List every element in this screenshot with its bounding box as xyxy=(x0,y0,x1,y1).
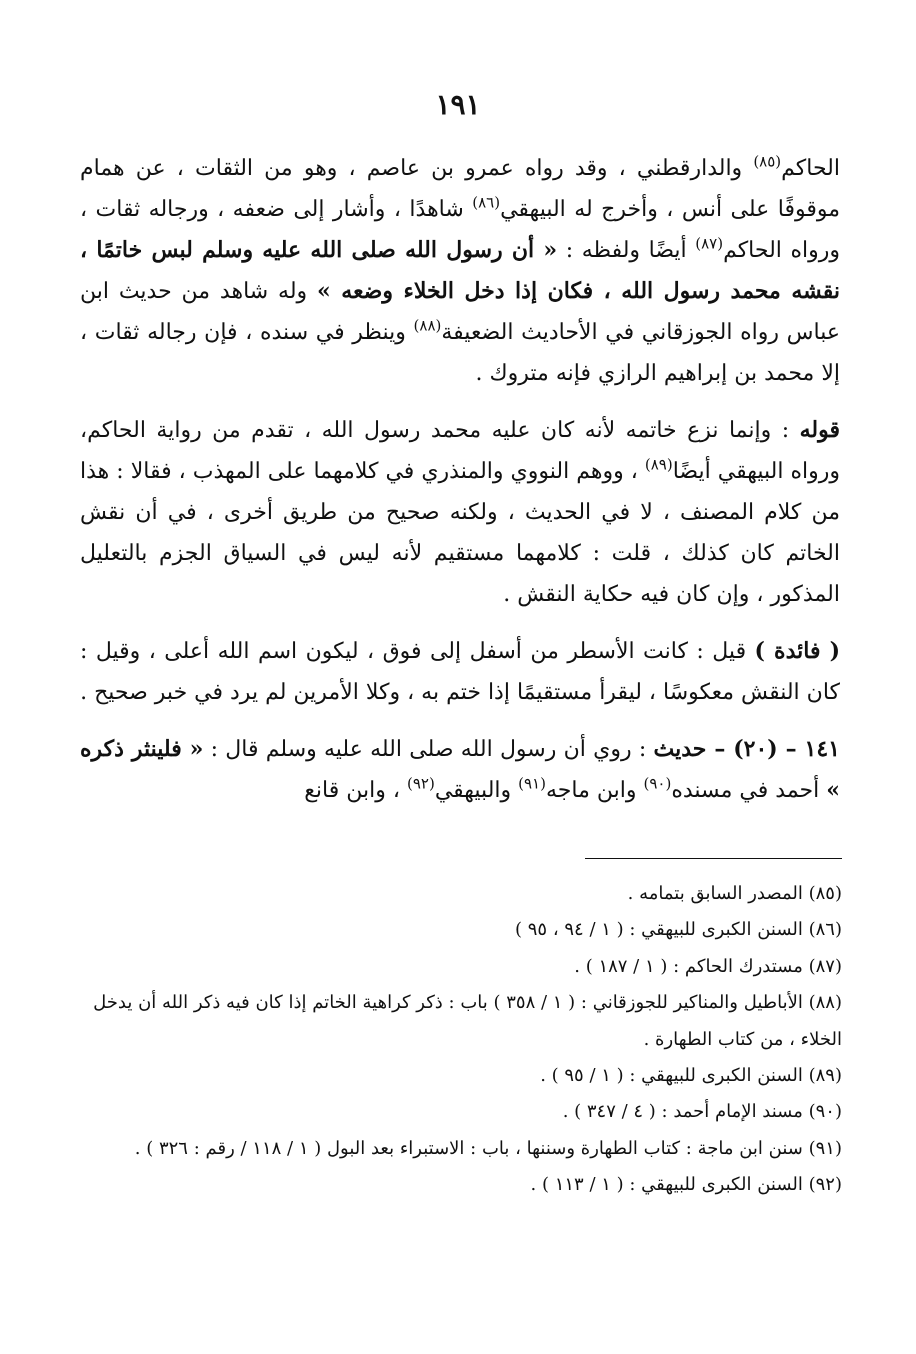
footnote-ref: (٨٩) xyxy=(644,455,673,474)
footnote-text: السنن الكبرى للبيهقي : ( ١ / ٩٥ ) . xyxy=(540,1065,809,1087)
text-run: أيضًا ولفظه : xyxy=(557,238,696,263)
text-run: الحاكم xyxy=(781,156,840,181)
footnote-text: مسند الإمام أحمد : ( ٤ / ٣٤٧ ) . xyxy=(562,1101,809,1123)
footnote-ref: (٨٧) xyxy=(695,234,724,253)
footnote-87 xyxy=(80,949,842,985)
footnote-number: (٩٠) xyxy=(808,1101,842,1123)
hadith-heading: ١٤١ – (٢٠) – حديث xyxy=(653,736,840,762)
page-number: ١٩١ xyxy=(435,88,481,121)
footnote-ref: (٩١) xyxy=(518,774,546,793)
footnote-90 xyxy=(80,1094,842,1130)
text-run: ، وابن قانع xyxy=(304,778,407,803)
footnote-number: (٨٨) xyxy=(808,992,842,1014)
footnote-89 xyxy=(80,1058,842,1094)
paragraph-hakim-narration xyxy=(80,148,840,394)
footnote-ref: (٩٠) xyxy=(643,774,672,793)
text-run: أحمد في مسنده xyxy=(671,778,827,803)
lead-word: ( فائدة ) xyxy=(754,638,840,664)
footnote-text: السنن الكبرى للبيهقي : ( ١ / ١١٣ ) . xyxy=(530,1174,809,1196)
footnote-86 xyxy=(80,912,842,948)
lead-word: قوله xyxy=(799,417,840,443)
footnote-88 xyxy=(80,985,842,1058)
footnotes xyxy=(80,876,842,1204)
text-run: ، ووهم النووي والمنذري في كلامهما على المهذب ، فقالا : هذا من كلام المصنف ، لا في الحديث ، ولكنه صحيح من طريق أخرى ، في أن نقش الخاتم كان كذلك ، قلت : كلامهما مستقيم لأنه ليس في السياق الجزم بالتعليل المذكور ، وإن كان فيه حكاية النقش . xyxy=(80,459,840,607)
hadith-quote: « فلينثر ذكره » xyxy=(80,736,840,803)
footnote-number: (٨٩) xyxy=(808,1065,842,1087)
paragraph-hadith-141 xyxy=(80,729,840,811)
text-run: وينظر في سنده ، فإن رجاله ثقات ، إلا محمد بن إبراهيم الرازي فإنه متروك . xyxy=(80,320,840,386)
footnote-text: سنن ابن ماجة : كتاب الطهارة وسننها ، باب : الاستبراء بعد البول ( ١ / ١١٨ / رقم : ٣٢٦ ) . xyxy=(134,1137,809,1159)
footnote-92 xyxy=(80,1167,842,1203)
text-run: : وإنما نزع خاتمه لأنه كان عليه محمد رسول الله ، تقدم من رواية الحاكم، ورواه البيهقي أيضًا xyxy=(80,418,840,484)
footnote-separator xyxy=(585,858,842,859)
footnote-text: المصدر السابق بتمامه . xyxy=(627,883,809,904)
footnote-number: (٩٢) xyxy=(808,1174,842,1196)
footnote-ref: (٨٦) xyxy=(472,193,501,212)
text-run: قيل : كانت الأسطر من أسفل إلى فوق ، ليكون اسم الله أعلى ، وقيل : كان النقش معكوسًا ، ليقرأ مستقيمًا إذا ختم به ، وكلا الأمرين لم يرد في خبر صحيح . xyxy=(80,639,840,705)
footnote-text: السنن الكبرى للبيهقي : ( ١ / ٩٤ ، ٩٥ ) xyxy=(515,919,809,941)
footnote-ref: (٨٨) xyxy=(413,316,442,335)
paragraph-qawluhu xyxy=(80,410,840,615)
text-run: وابن ماجه xyxy=(545,778,644,803)
text-run: : روي أن رسول الله صلى الله عليه وسلم قال : xyxy=(203,737,654,762)
footnote-text: الأباطيل والمناكير للجوزقاني : ( ١ / ٣٥٨ ) باب : ذكر كراهية الخاتم إذا كان فيه ذكر الله أن يدخل الخلاء ، من كتاب الطهارة . xyxy=(93,992,842,1050)
hadith-quote: « أن رسول الله صلى الله عليه وسلم لبس خاتمًا ، نقشه محمد رسول الله ، فكان إذا دخل الخلاء وضعه » xyxy=(80,237,840,304)
footnote-ref: (٩٢) xyxy=(406,774,435,793)
footnote-number: (٨٦) xyxy=(808,919,842,941)
paragraph-faida xyxy=(80,631,840,713)
footnote-number: (٩١) xyxy=(808,1137,842,1159)
main-text xyxy=(80,148,840,811)
footnote-number: (٨٧) xyxy=(808,955,842,977)
text-run: شاهدًا ، وأشار إلى ضعفه ، ورجاله ثقات ، ورواه الحاكم xyxy=(80,197,840,263)
footnote-number: (٨٥) xyxy=(808,883,842,904)
text-run: والبيهقي xyxy=(434,778,519,803)
text-run: والدارقطني ، وقد رواه عمرو بن عاصم ، وهو من الثقات ، عن همام موقوفًا على أنس ، وأخرج له البيهقي xyxy=(80,156,840,222)
footnote-91 xyxy=(80,1131,842,1167)
footnote-text: مستدرك الحاكم : ( ١ / ١٨٧ ) . xyxy=(574,955,809,977)
text-run: وله شاهد من حديث ابن عباس رواه الجوزقاني في الأحاديث الضعيفة xyxy=(80,279,840,345)
footnote-85 xyxy=(80,876,842,912)
footnote-ref: (٨٥) xyxy=(753,152,782,171)
